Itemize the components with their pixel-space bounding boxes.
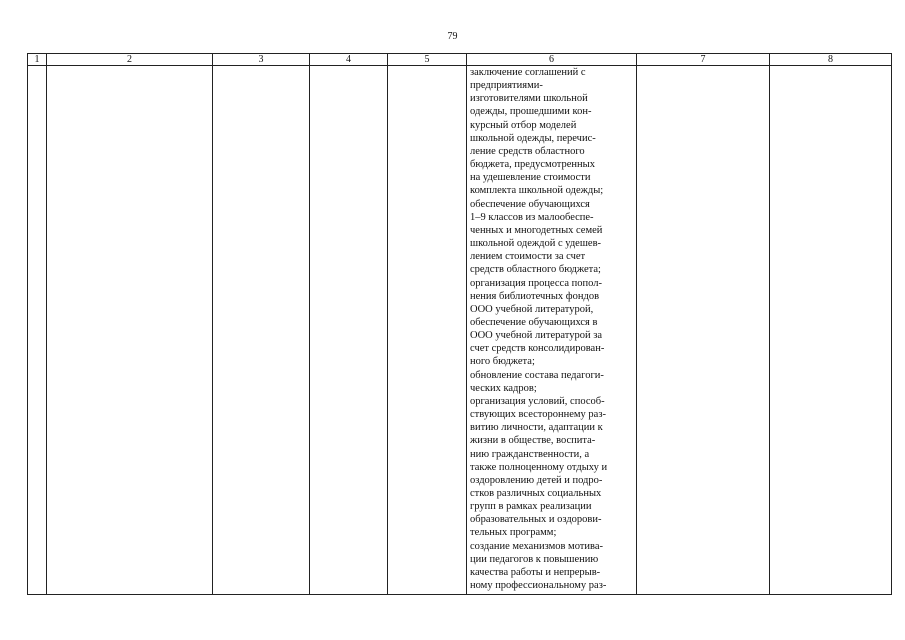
- text-line: курсный отбор моделей: [470, 119, 577, 131]
- column-header-3: 3: [213, 54, 310, 66]
- text-line: оздоровлению детей и подро-: [470, 474, 603, 486]
- text-line: образовательных и оздорови-: [470, 514, 602, 526]
- column-header-8: 8: [770, 54, 892, 66]
- cell-col-5: [388, 66, 467, 595]
- measures-table: [27, 53, 892, 595]
- table-row: [28, 66, 892, 595]
- text-line: ному профессиональному раз-: [470, 580, 607, 592]
- text-line: нения библиотечных фондов: [470, 290, 600, 302]
- text-line: качества работы и непрерыв-: [470, 566, 601, 578]
- text-line: обновление состава педагоги-: [470, 369, 604, 381]
- column-header-5: 5: [388, 54, 467, 66]
- text-line: также полноценному отдыху и: [470, 461, 608, 473]
- text-line: ного бюджета;: [470, 356, 535, 368]
- text-line: лением стоимости за счет: [470, 251, 586, 263]
- text-line: ченных и многодетных семей: [470, 224, 603, 236]
- text-line: ции педагогов к повышению: [470, 553, 599, 565]
- text-line: средств областного бюджета;: [470, 264, 601, 276]
- column-header-1: 1: [28, 54, 47, 66]
- text-line: организация условий, способ-: [470, 395, 605, 407]
- text-line: изготовителями школьной: [470, 93, 588, 105]
- text-line: 1–9 классов из малообеспе-: [470, 211, 594, 223]
- text-line: предприятиями-: [470, 80, 543, 92]
- column-header-7: 7: [637, 54, 770, 66]
- text-line: на удешевление стоимости: [470, 172, 591, 184]
- cell-col-2: [47, 66, 213, 595]
- text-line: жизни в обществе, воспита-: [470, 435, 596, 447]
- column-header-4: 4: [310, 54, 388, 66]
- text-line: счет средств консолидирован-: [470, 343, 605, 355]
- text-line: заключение соглашений с: [470, 67, 586, 78]
- text-line: ООО учебной литературой за: [470, 330, 603, 342]
- page-number: 79: [447, 31, 458, 42]
- cell-col-3: [213, 66, 310, 595]
- text-line: витию личности, адаптации к: [470, 422, 603, 434]
- cell-col-4: [310, 66, 388, 595]
- cell-col-1: [28, 66, 47, 595]
- text-line: ление средств областного: [470, 145, 585, 157]
- text-line: бюджета, предусмотренных: [470, 159, 595, 171]
- text-line: организация процесса попол-: [470, 277, 602, 289]
- text-line: школьной одежды, перечис-: [470, 132, 596, 144]
- cell-col-8: [770, 66, 892, 595]
- text-line: тельных программ;: [470, 527, 557, 539]
- column-header-2: 2: [47, 54, 213, 66]
- text-line: групп в рамках реализации: [470, 501, 592, 513]
- text-line: обеспечение обучающихся: [470, 198, 590, 210]
- cell-col-6: [467, 66, 637, 595]
- text-line: комплекта школьной одежды;: [470, 185, 604, 197]
- column-number-row: [28, 54, 892, 66]
- text-line: стков различных социальных: [470, 488, 602, 499]
- text-line: ствующих всестороннему раз-: [470, 409, 606, 421]
- cell-col-7: [637, 66, 770, 595]
- column-header-6: 6: [467, 54, 637, 66]
- text-line: школьной одеждой с удешев-: [470, 238, 602, 250]
- text-line: создание механизмов мотива-: [470, 540, 603, 552]
- text-line: обеспечение обучающихся в: [470, 316, 598, 328]
- text-line: нию гражданственности, а: [470, 448, 590, 460]
- measures-text: [467, 66, 636, 592]
- text-line: ООО учебной литературой,: [470, 303, 594, 315]
- text-line: одежды, прошедшими кон-: [470, 106, 592, 118]
- text-line: ческих кадров;: [470, 382, 537, 394]
